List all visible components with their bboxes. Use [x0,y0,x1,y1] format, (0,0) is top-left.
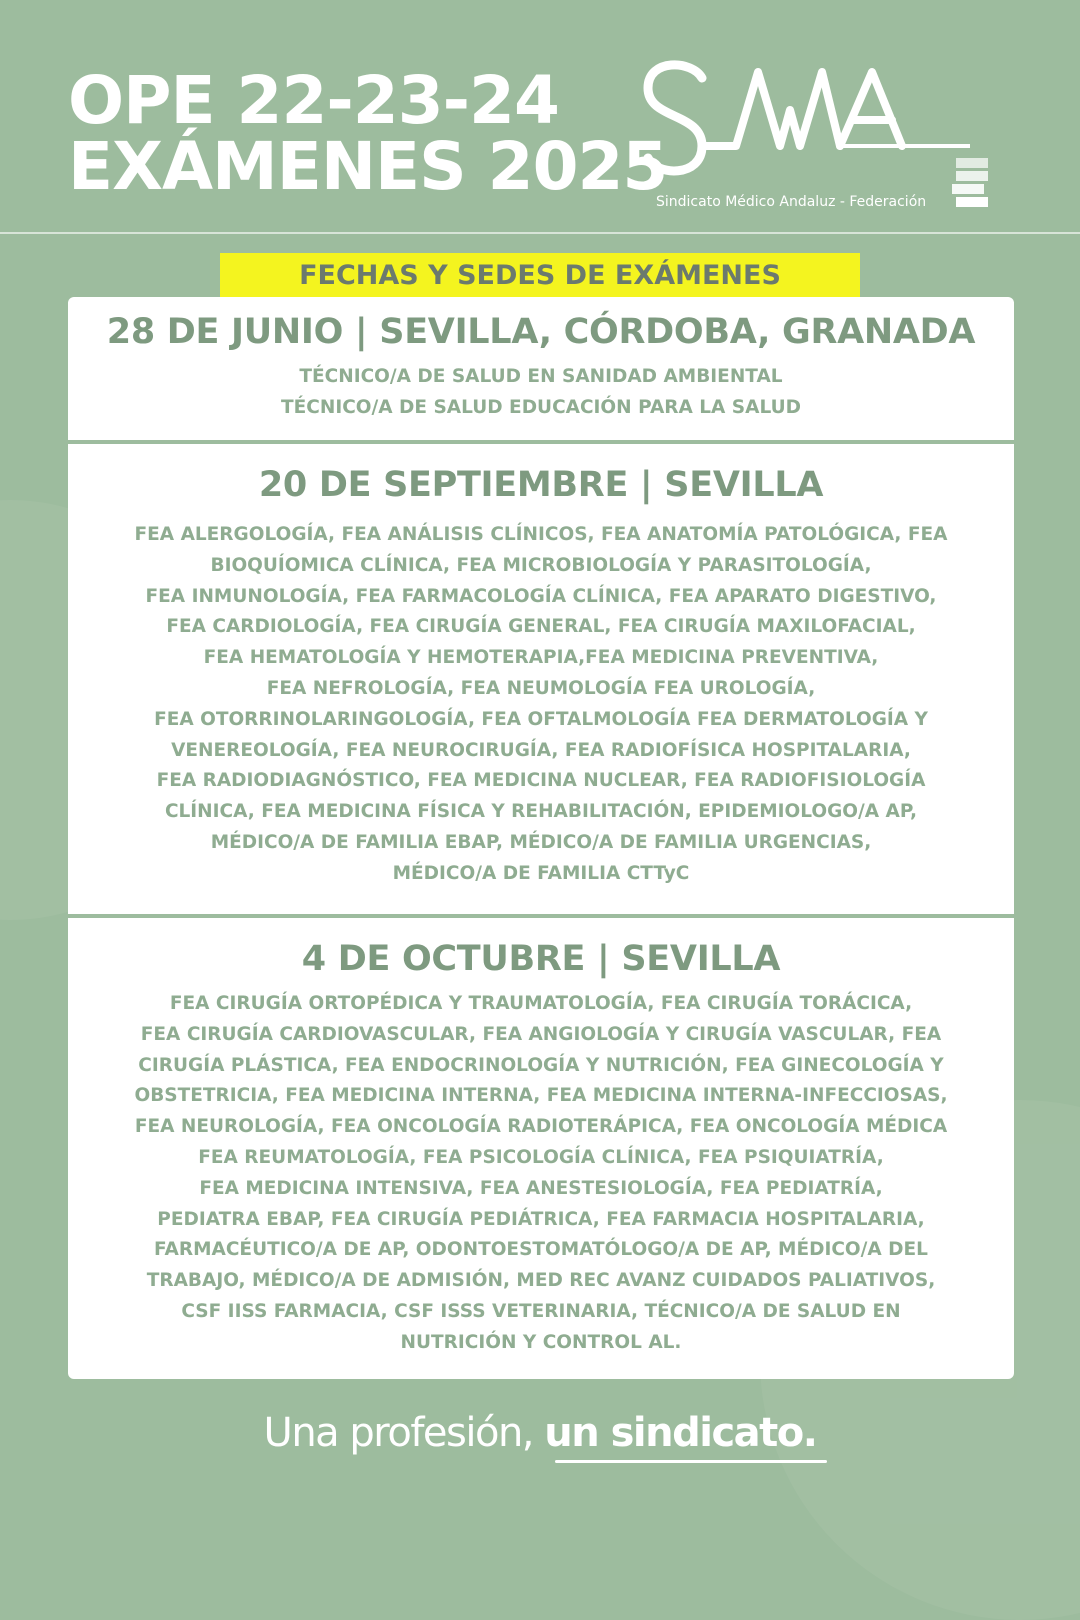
page-title [68,62,668,205]
exam-date-heading: 4 DE OCTUBRE | SEVILLA [301,939,781,979]
exam-specialties: TÉCNICO/A DE SALUD EN SANIDAD AMBIENTAL TÉCNICO/A DE SALUD EDUCACIÓN PARA LA SALUD [281,366,801,418]
title-line-ope: OPE 22-23-24 [68,62,559,139]
logo-tagline: Sindicato Médico Andaluz - Federación [656,194,927,210]
section-divider [68,914,1014,918]
header-divider [0,232,1080,234]
slogan-underline [555,1460,827,1463]
exam-date-heading: 28 DE JUNIO | SEVILLA, CÓRDOBA, GRANADA [106,312,976,352]
slogan-part-one: Una profesión, [263,1410,545,1456]
exam-schedule-panel [68,297,1014,1379]
exam-section-october [68,939,1014,1359]
section-divider [68,440,1014,444]
exam-specialties: FEA CIRUGÍA ORTOPÉDICA Y TRAUMATOLOGÍA, FEA CIRUGÍA TORÁCICA, FEA CIRUGÍA CARDIOVASCULAR, FEA ANGIOLOGÍA Y CIRUGÍA VASCULAR, FEA CIRUGÍA PLÁSTICA, FEA ENDOCRINOLOGÍA Y NUTRICIÓN, FEA GINECOLOGÍA Y OBSTETRICIA, FEA MEDICINA INTERNA, FEA MEDICINA INTERNA-INFECCIOSAS, FEA NEUROLOGÍA, FEA ONCOLOGÍA RADIOTERÁPICA, FEA ONCOLOGÍA MÉDICA FEA REUMATOLOGÍA, FEA PSICOLOGÍA CLÍNICA, FEA PSIQUIATRÍA, FEA MEDICINA INTENSIVA, FEA ANESTESIOLOGÍA, FEA PEDIATRÍA, PEDIATRA EBAP, FEA CIRUGÍA PEDIÁTRICA, FEA FARMACIA HOSPITALARIA, FARMACÉUTICO/A DE AP, ODONTOESTOMATÓLOGO/A DE AP, MÉDICO/A DEL TRABAJO, MÉDICO/A DE ADMISIÓN, MED REC AVANZ CUIDADOS PALIATIVOS, CSF IISS FARMACIA, CSF ISSS VETERINARIA, TÉCNICO/A DE SALUD EN NUTRICIÓN Y CONTROL AL. [134,993,948,1353]
exam-section-september [68,465,1014,890]
exam-specialties: FEA ALERGOLOGÍA, FEA ANÁLISIS CLÍNICOS, FEA ANATOMÍA PATOLÓGICA, FEA BIOQUÍOMICA CLÍNICA, FEA MICROBIOLOGÍA Y PARASITOLOGÍA, FEA INMUNOLOGÍA, FEA FARMACOLOGÍA CLÍNICA, FEA APARATO DIGESTIVO, FEA CARDIOLOGÍA, FEA CIRUGÍA GENERAL, FEA CIRUGÍA MAXILOFACIAL, FEA HEMATOLOGÍA Y HEMOTERAPIA,FEA MEDICINA PREVENTIVA, FEA NEFROLOGÍA, FEA NEUMOLOGÍA FEA UROLOGÍA, FEA OTORRINOLARINGOLOGÍA, FEA OFTALMOLOGÍA FEA DERMATOLOGÍA Y VENEREOLOGÍA, FEA NEUROCIRUGÍA, FEA RADIOFÍSICA HOSPITALARIA, FEA RADIODIAGNÓSTICO, FEA MEDICINA NUCLEAR, FEA RADIOFISIOLOGÍA CLÍNICA, FEA MEDICINA FÍSICA Y REHABILITACIÓN, EPIDEMIOLOGO/A AP, MÉDICO/A DE FAMILIA EBAP, MÉDICO/A DE FAMILIA URGENCIAS, MÉDICO/A DE FAMILIA CTTyC [134,524,948,884]
title-line-examenes: EXÁMENES 2025 [68,128,668,205]
exam-section-june [68,312,1014,424]
exam-date-heading: 20 DE SEPTIEMBRE | SEVILLA [258,465,824,505]
slogan-part-two: un sindicato. [544,1410,817,1456]
footer-slogan [0,1410,1080,1456]
section-banner: FECHAS Y SEDES DE EXÁMENES [220,253,860,299]
